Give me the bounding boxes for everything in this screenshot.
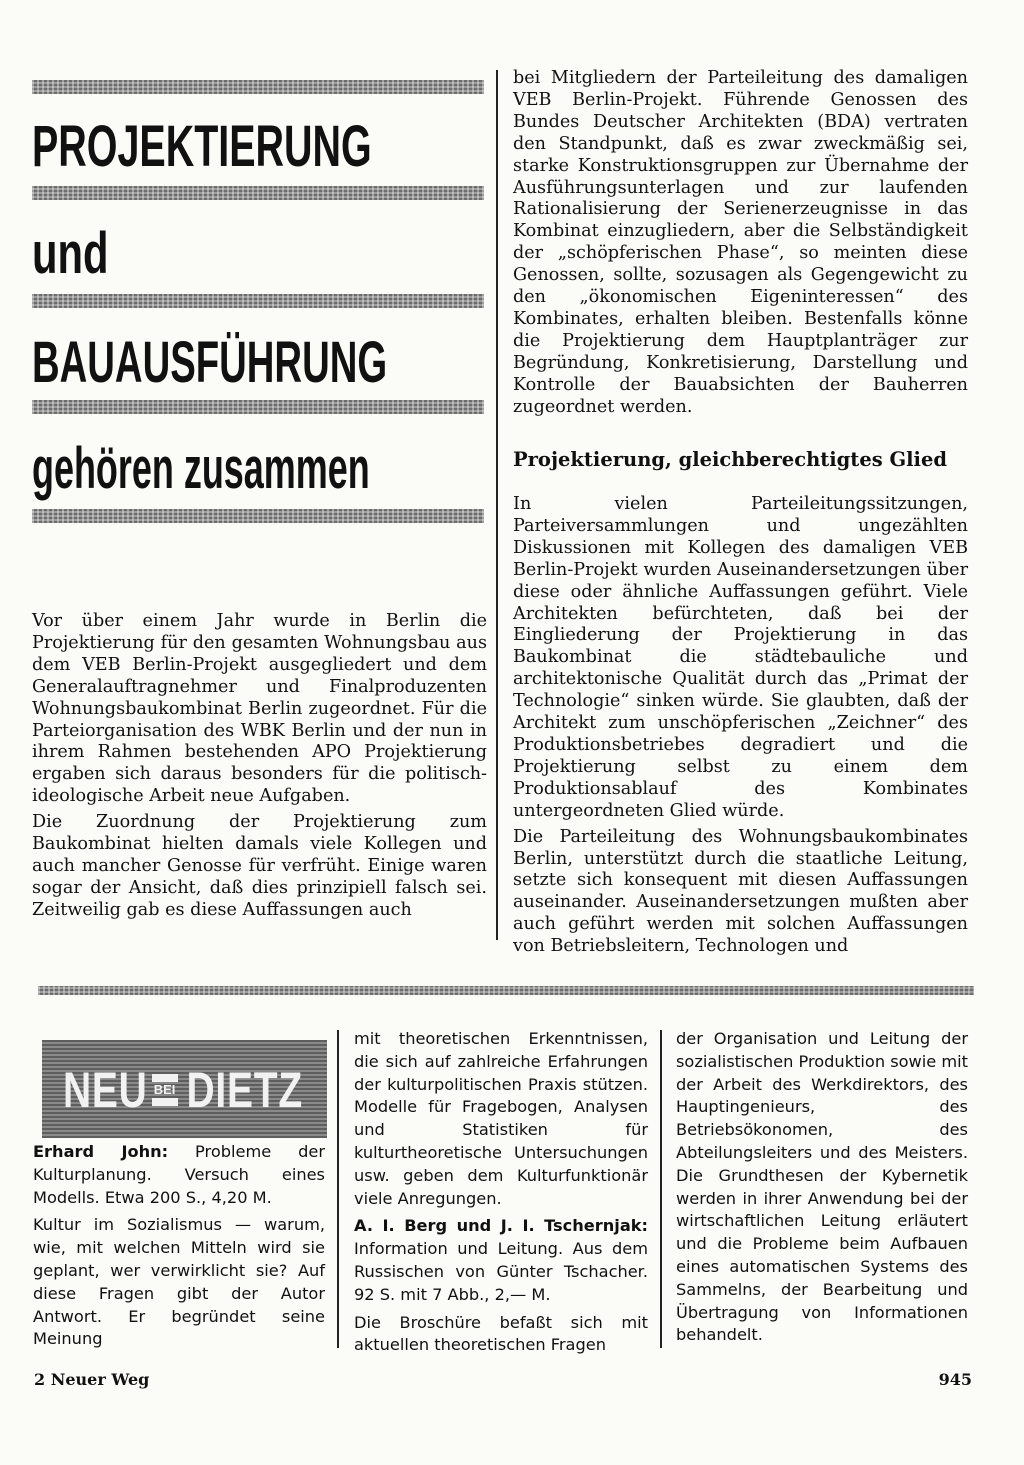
ad-book1-text: Kultur im Sozialismus — warum, wie, mit welchen Mitteln wird sie geplant, wer verwirklicht sie? Auf diese Fragen gibt der Autor Antwort. Er begründet seine Meinung — [33, 1215, 325, 1349]
logo-dietz: DIETZ — [186, 1062, 303, 1118]
headline-stripe-4 — [32, 400, 484, 414]
right-paragraph-1: In vielen Parteileitungssitzungen, Parteiversammlungen und ungezählten Diskussionen mit Kollegen des damaligen VEB Berlin-Projekt wurden Auseinandersetzungen über diese oder ähnliche Auffassungen geführt. Viele Architekten befürchteten, daß bei der Eingliederung der Projektierung in das Baukombinat die städtebauliche und architektonische Qualität durch das „Primat der Technologie“ sinken würde. Sie glaubten, daß der Architekt zum unschöpferischen „Zeichner“ des Produktionsbetriebes degradiert und die Projektierung selbst zu einem dem Produktionsablauf des Kombinates untergeordneten Glied würde. — [513, 494, 968, 821]
right-column-top — [513, 68, 968, 419]
ad-divider-2 — [660, 1030, 662, 1348]
left-paragraph-2: Die Zuordnung der Projektierung zum Baukombinat hielten damals viele Kollegen und auch mancher Genosse für verfrüht. Einige waren sogar der Ansicht, daß dies prinzipiell falsch sei. Zeitweilig gab es diese Auffassungen auch — [32, 812, 487, 920]
right-column-body — [513, 494, 968, 958]
ad-book1-details: Probleme der Kulturplanung. Versuch eines Modells. Etwa 200 S., 4,20 M. — [33, 1142, 325, 1207]
right-paragraph-top: bei Mitgliedern der Parteileitung des damaligen VEB Berlin-Projekt. Führende Genossen des Bundes Deutscher Architekten (BDA) vertraten den Standpunkt, daß es zwar zweckmäßig sei, starke Konstruktionsgruppen zur Übernahme der Ausführungsunterlagen und zur laufenden Rationalisierung der Serienerzeugnisse in das Kombinat einzugliedern, aber die Selbständigkeit der „schöpferischen Phase“, so meinten diese Genossen, sollte, sozusagen als Gegengewicht zu den „ökonomischen Eigeninteressen“ des Kombinates, erhalten bleiben. Bestenfalls könne die Projektierung dem Hauptplanträger zur Begründung, Konkretisierung, Darstellung und Kontrolle der Bauabsichten der Bauherren zugeordnet werden. — [513, 68, 968, 417]
ad-book1-entry — [33, 1141, 325, 1209]
column-divider — [496, 70, 498, 940]
right-paragraph-2: Die Parteileitung des Wohnungsbaukombinates Berlin, unterstützt durch die staatliche Leitung, setzte sich konsequent mit diesen Auffassungen auseinander. Auseinandersetzungen mußten aber auch geführt werden mit solchen Auffassungen von Betriebsleitern, Technologen und — [513, 826, 968, 957]
ad-book2-entry — [354, 1215, 648, 1306]
ad-book1-author: Erhard John: — [33, 1142, 169, 1161]
footer-page-number: 945 — [938, 1370, 972, 1389]
headline-stripe-3 — [32, 294, 484, 308]
headline-stripe-1 — [32, 80, 484, 94]
headline-line-4: gehören zusammen — [32, 436, 370, 501]
left-paragraph-1: Vor über einem Jahr wurde in Berlin die Projektierung für den gesamten Wohnungsbau aus dem VEB Berlin-Projekt ausgegliedert und dem Generalauftragnehmer und Finalproduzenten Wohnungsbaukombinat Berlin zugeordnet. Für die Parteiorganisation des WBK Berlin und der nun in ihrem Rahmen bestehenden APO Projektierung ergaben sich daraus besonders für die politisch-ideologische Arbeit neue Aufgaben. — [32, 611, 487, 807]
ad-book2-author: A. I. Berg und J. I. Tschernjak: — [354, 1216, 648, 1236]
ad-column-1 — [33, 1141, 325, 1351]
ad-divider-1 — [337, 1030, 339, 1348]
footer-journal: 2 Neuer Weg — [34, 1370, 150, 1389]
logo-neu: NEU — [62, 1062, 148, 1118]
logo-middle — [152, 1074, 178, 1106]
ad-separator — [38, 986, 974, 995]
ad-book1-continued: mit theoretischen Erkenntnissen, die sich auf zahlreiche Erfahrungen der kulturpolitischen Praxis stützen. Modelle für Fragebogen, Analysen und Statistiken für kulturtheoretische Untersuchungen usw. geben dem Kulturfunktionär viele Anregungen. — [354, 1029, 648, 1208]
headline-line-1: PROJEKTIERUNG — [32, 114, 372, 179]
left-column — [32, 611, 487, 922]
ad-column-2 — [354, 1028, 648, 1357]
logo-bar-bottom — [152, 1098, 178, 1106]
neu-bei-dietz-logo — [42, 1040, 327, 1138]
ad-column-3 — [676, 1028, 968, 1347]
logo-inner — [62, 1060, 303, 1120]
ad-book2-text: Die Broschüre befaßt sich mit aktuellen theoretischen Fragen — [354, 1312, 648, 1355]
section-subheading: Projektierung, gleichberechtigtes Glied — [513, 448, 947, 471]
headline-line-3: BAUAUSFÜHRUNG — [32, 330, 388, 395]
headline-stripe-2 — [32, 186, 484, 200]
logo-bei: BEI — [153, 1082, 176, 1097]
logo-bar-top — [152, 1074, 178, 1082]
ad-book2-details: Information und Leitung. Aus dem Russischen von Günter Tschacher. 92 S. mit 7 Abb., 2,— M. — [354, 1239, 648, 1304]
headline-stripe-5 — [32, 509, 484, 523]
ad-book2-continued: der Organisation und Leitung der sozialistischen Produktion sowie mit der Arbeit des Werkdirektors, des Hauptingenieurs, des Betriebsökonomen, des Abteilungsleiters und des Meisters. Die Grundthesen der Kybernetik werden in ihrer Anwendung bei der wirtschaftlichen Leitung erläutert und die Probleme beim Aufbauen eines automatischen Systems des Sammelns, der Bearbeitung und Übertragung von Informationen behandelt. — [676, 1029, 969, 1345]
headline-line-2: und — [32, 221, 109, 286]
